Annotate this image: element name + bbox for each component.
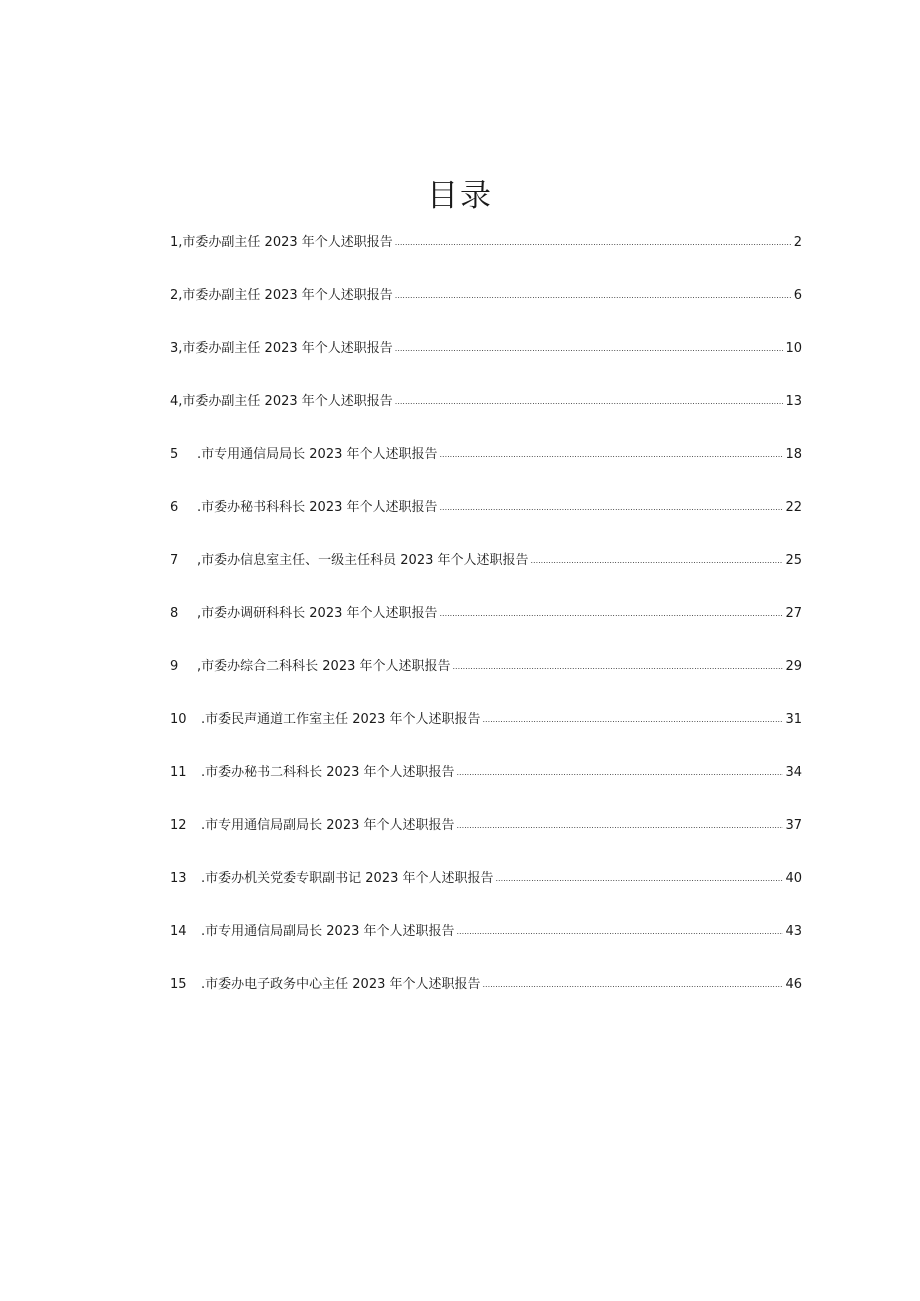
toc-entry-separator: . (201, 765, 206, 780)
toc-entry-title: 市委办电子政务中心主任 2023 年个人述职报告 (205, 977, 481, 992)
toc-list (170, 234, 802, 1029)
toc-dot-leader (395, 392, 784, 411)
toc-entry-number: 11 (170, 765, 187, 780)
toc-entry-number: 14 (170, 924, 187, 939)
toc-entry-number: 3 (170, 341, 179, 356)
toc-dot-leader (395, 233, 792, 252)
toc-title: 目录 (427, 178, 493, 214)
toc-entry-page: 6 (793, 288, 802, 303)
toc-entry[interactable] (170, 976, 802, 1029)
toc-entry-number: 1 (170, 235, 179, 250)
toc-entry-separator: , (197, 606, 202, 621)
toc-entry-page: 27 (785, 606, 802, 621)
toc-entry-number: 4 (170, 394, 179, 409)
toc-entry-title: 市委办综合二科科长 2023 年个人述职报告 (201, 659, 451, 674)
toc-entry-separator: . (201, 977, 206, 992)
toc-entry-number: 8 (170, 606, 179, 621)
toc-entry[interactable] (170, 817, 802, 870)
toc-entry-number: 5 (170, 447, 179, 462)
toc-entry-number: 2 (170, 288, 179, 303)
toc-entry-number: 13 (170, 871, 187, 886)
toc-entry-title: 市委办副主任 2023 年个人述职报告 (182, 341, 393, 356)
toc-entry-page: 37 (785, 818, 802, 833)
toc-entry-page: 43 (785, 924, 802, 939)
toc-entry-title: 市委办机关党委专职副书记 2023 年个人述职报告 (205, 871, 494, 886)
toc-entry[interactable] (170, 764, 802, 817)
toc-dot-leader (453, 657, 784, 676)
toc-entry-title: 市委办副主任 2023 年个人述职报告 (182, 288, 393, 303)
toc-entry-number: 10 (170, 712, 187, 727)
toc-entry-separator: . (201, 924, 206, 939)
toc-dot-leader (395, 339, 784, 358)
toc-entry-page: 22 (785, 500, 802, 515)
toc-dot-leader (440, 604, 784, 623)
toc-entry-separator: , (178, 235, 183, 250)
toc-entry-title: 市委办秘书二科科长 2023 年个人述职报告 (205, 765, 455, 780)
toc-entry[interactable] (170, 393, 802, 446)
toc-entry-separator: , (197, 659, 202, 674)
toc-entry[interactable] (170, 870, 802, 923)
toc-entry-page: 25 (785, 553, 802, 568)
toc-entry-separator: . (201, 712, 206, 727)
toc-dot-leader (395, 286, 792, 305)
toc-entry-page: 40 (785, 871, 802, 886)
toc-entry-number: 9 (170, 659, 179, 674)
toc-entry-number: 7 (170, 553, 179, 568)
toc-dot-leader (457, 763, 784, 782)
toc-entry-separator: , (178, 288, 183, 303)
toc-entry-title: 市委办秘书科科长 2023 年个人述职报告 (201, 500, 438, 515)
toc-entry-title: 市委办副主任 2023 年个人述职报告 (182, 235, 393, 250)
toc-entry-title: 市专用通信局局长 2023 年个人述职报告 (201, 447, 438, 462)
toc-entry-page: 46 (785, 977, 802, 992)
toc-entry-page: 29 (785, 659, 802, 674)
toc-entry[interactable] (170, 552, 802, 605)
toc-entry-title: 市专用通信局副局长 2023 年个人述职报告 (205, 924, 455, 939)
toc-dot-leader (496, 869, 784, 888)
toc-entry-number: 12 (170, 818, 187, 833)
toc-entry-title: 市委民声通道工作室主任 2023 年个人述职报告 (205, 712, 481, 727)
toc-entry-title: 市委办信息室主任、一级主任科员 2023 年个人述职报告 (201, 553, 529, 568)
toc-dot-leader (440, 445, 784, 464)
toc-dot-leader (457, 922, 784, 941)
toc-entry[interactable] (170, 234, 802, 287)
toc-dot-leader (483, 975, 784, 994)
toc-entry-separator: . (197, 447, 202, 462)
toc-dot-leader (457, 816, 784, 835)
toc-entry-page: 34 (785, 765, 802, 780)
toc-entry[interactable] (170, 499, 802, 552)
toc-entry-separator: , (197, 553, 202, 568)
toc-entry-separator: . (201, 871, 206, 886)
toc-entry[interactable] (170, 658, 802, 711)
toc-entry[interactable] (170, 287, 802, 340)
toc-entry-title: 市委办调研科科长 2023 年个人述职报告 (201, 606, 438, 621)
toc-entry[interactable] (170, 446, 802, 499)
toc-entry-separator: , (178, 341, 183, 356)
toc-entry[interactable] (170, 605, 802, 658)
toc-dot-leader (483, 710, 784, 729)
toc-entry-page: 2 (793, 235, 802, 250)
toc-entry-title: 市专用通信局副局长 2023 年个人述职报告 (205, 818, 455, 833)
toc-dot-leader (531, 551, 784, 570)
toc-entry-number: 6 (170, 500, 179, 515)
toc-entry[interactable] (170, 340, 802, 393)
toc-entry[interactable] (170, 923, 802, 976)
toc-entry-separator: . (201, 818, 206, 833)
toc-dot-leader (440, 498, 784, 517)
toc-entry-separator: , (178, 394, 183, 409)
toc-entry-page: 31 (785, 712, 802, 727)
toc-entry-page: 18 (785, 447, 802, 462)
toc-entry[interactable] (170, 711, 802, 764)
toc-entry-number: 15 (170, 977, 187, 992)
toc-entry-page: 13 (785, 394, 802, 409)
toc-entry-separator: . (197, 500, 202, 515)
toc-entry-page: 10 (785, 341, 802, 356)
toc-entry-title: 市委办副主任 2023 年个人述职报告 (182, 394, 393, 409)
